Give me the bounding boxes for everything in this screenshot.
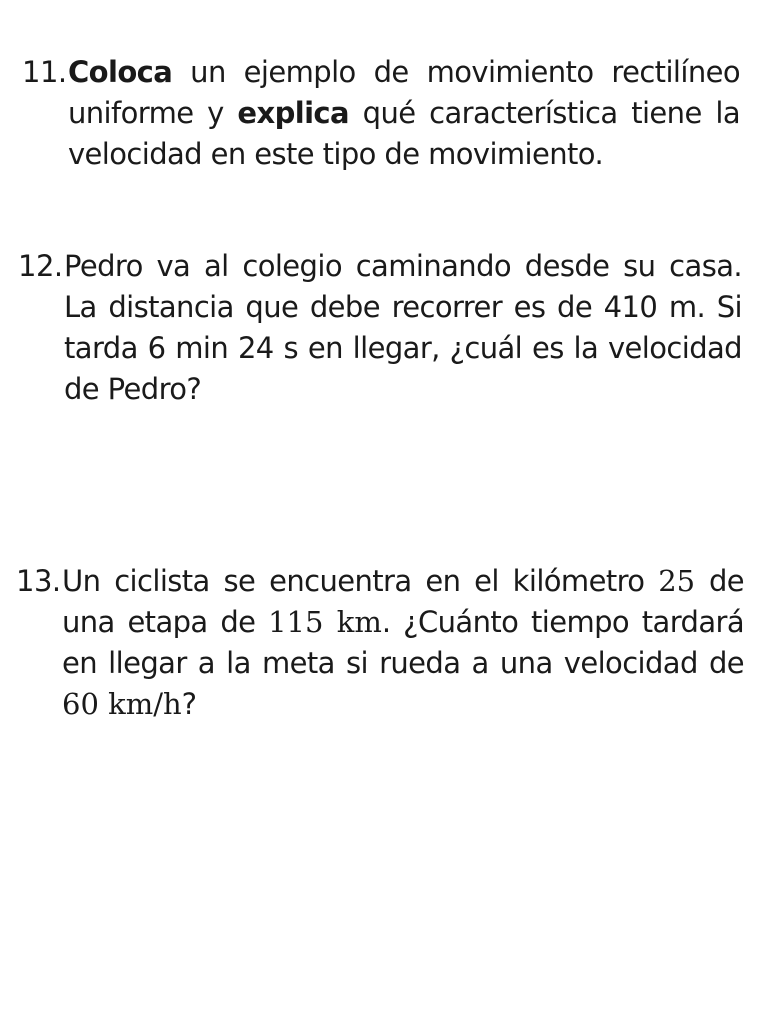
question-line: Pedro va al colegio caminando desde su casa. <box>64 249 742 283</box>
question-number: 11. <box>22 55 67 89</box>
text-fragment: un ejemplo de movimiento rectilíneo <box>172 55 740 89</box>
question-number: 12. <box>18 249 63 283</box>
question-12 <box>0 246 768 416</box>
question-text <box>68 52 740 175</box>
text-fragment: Un ciclista se encuentra en el kilómetro <box>62 564 659 598</box>
question-line: velocidad en este tipo de movimiento. <box>68 137 604 171</box>
question-line <box>68 52 740 93</box>
emphasis-verb: explica <box>237 96 349 130</box>
math-value: 25 <box>658 564 696 598</box>
text-fragment: ? <box>181 687 197 721</box>
math-value: 60 km/h <box>62 687 182 721</box>
question-13 <box>0 561 768 731</box>
question-text <box>64 246 742 410</box>
question-line <box>68 93 740 134</box>
text-fragment: uniforme y <box>68 96 238 130</box>
question-line <box>62 602 744 643</box>
text-fragment: una etapa de <box>62 605 269 639</box>
question-text <box>62 561 744 725</box>
question-line <box>62 561 744 602</box>
question-line <box>62 684 744 725</box>
text-fragment: . ¿Cuánto tiempo tardará <box>381 605 744 639</box>
question-line: de Pedro? <box>64 372 202 406</box>
math-value: 115 km <box>268 605 382 639</box>
question-line: La distancia que debe recorrer es de 410 m. Si <box>64 290 742 324</box>
question-line: en llegar a la meta si rueda a una velocidad de <box>62 646 744 680</box>
text-fragment: de <box>695 564 745 598</box>
question-11 <box>0 52 768 182</box>
question-line: tarda 6 min 24 s en llegar, ¿cuál es la velocidad <box>64 331 742 365</box>
text-fragment: qué característica tiene la <box>348 96 740 130</box>
emphasis-verb: Coloca <box>68 55 173 89</box>
question-number: 13. <box>16 564 61 598</box>
